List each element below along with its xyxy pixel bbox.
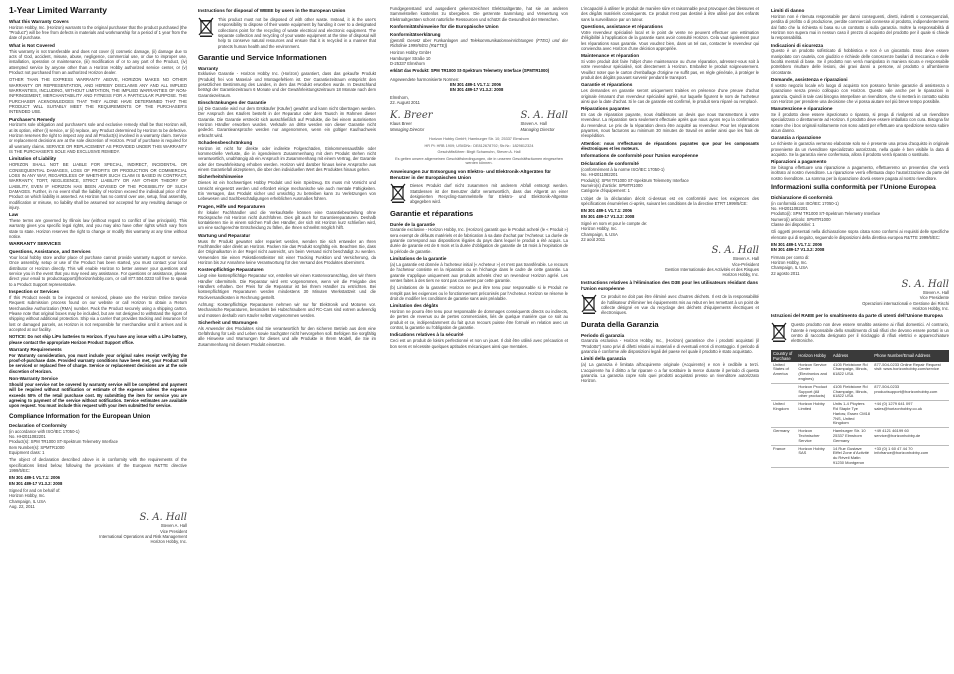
paragraph: Should your service not be covered by warranty service will be completed and payment will be required without notification or estimate of the expense unless the expense exceeds 50% of the retail purchase cost. By submitting the item for service you are agreeing to payment of the service without notification. Service estimates are available upon request. You must include this request with your item submitted for service. [9,382,187,409]
section-heading: Periodo di garanzia [581,332,625,338]
table-cell: United Kingdom [771,401,796,428]
label: Prodotto(i): [771,211,792,217]
label: Classe dei dispositivi: [771,222,812,228]
signer-title: Horizon Hobby, Inc. [912,306,949,312]
signer-title: Vice Presidente [919,295,949,301]
signer-company: Horizon Hobby, Inc. [581,226,618,232]
weee-heading: Instructions for disposal of WEEE by users in the European Union [198,8,346,13]
section-heading: Anweisungen zur Entsorgung von Elektro- und Elektronik-Altgeräten für Benutzer in der Europäischen Union [390,168,551,180]
section-heading: Garanzia a riparazione [771,135,822,141]
weee-block [198,17,376,51]
paragraph: Les demandes en garantie seront uniquement traitées en présence d'une preuve d'achat originale émanant d'un revendeur spécialisé agréé, sur laquelle figurent le nom de l'acheteur ainsi que la date d'achat. Si le cas de garantie est confirmé, le produit sera réparé ou remplacé. [581,88,759,104]
footer-line: Geschäftsführer: Birgit Schamuhn, Steven A. Hall [437,150,521,155]
french-title: Garantie et réparations [390,208,474,218]
table-cell: Horizon Technischer Service [796,428,831,445]
label: Numéro(s) d'article: [581,183,618,189]
signer-title: Operazioni internazionali e Gestione dei Rischi [862,300,949,306]
signer-city: Champaign, IL USA [581,231,618,237]
section-heading: Garantie et réparations [581,82,633,88]
declaration-block [9,429,187,456]
signature: S. A. Hall [901,279,949,291]
signer-company: Horizon Hobby, Inc. [9,493,46,499]
section-heading: Indicazioni di sicurezza [771,42,824,48]
paragraph: Ceci est un produit de loisirs perfectionné et non un jouet. Il doit être utilisé avec précaution et bon sens et nécessite quelques aptitudes mécaniques ainsi que mentales. [390,338,568,349]
signer-block [771,255,949,276]
standard: EN 301 489-1 V1.7.1: 2006 [581,208,632,214]
signed-line: Signé en nom et pour le compte de: [581,221,648,227]
date: 22. August 2011 [390,100,420,106]
paragraph: Le richieste in garanzia verranno elaborate solo se è presente una prova d'acquisto in originale proveniente da un rivenditore specializzato autorizzato, nella quale è ben visibile la data di acquisto. Se la garanzia viene confermata, allora il prodotto verrà riparato o sostituito. [771,141,949,157]
section-heading: Limitation of Liability [9,156,57,162]
standard: EN 301 489-1 V1.7.1: 2006 [9,475,60,481]
column-french-italian [581,6,759,668]
section-heading: Informations de conformité pour l'Union européenne [581,153,699,159]
table-row [771,383,949,400]
paragraph: (a) Die Garantie wird nur dem Erstkäufer (Käufer) gewährt und kann nicht übertragen werden. Der Anspruch des Käufers besteht in der Reparatur oder dem Tausch im Rahmen dieser Garantie. Die Garantie erstreckt sich ausschließlich auf Produkte, die bei einem autorisierten Horizon Händler erworben wurden. Verkäufe an dritte werden von dieser Garantie nicht gedeckt. Garantieansprüche werden nur angenommen, wenn ein gültiger Kaufnachweis erbracht wird. [198,105,376,138]
table-header-cell: Phone Number/Email Address [872,350,949,362]
italian-compliance-title: Informazioni sulla conformità per l'Unione Europea [771,184,936,192]
footer-line: HR Pi: HRB 1909; UStIDNr.: DE812678792; Str.Nr.: 1829812324 [424,143,534,148]
place: Elmshorn, [390,94,409,100]
section-heading: Einschränkungen der Garantie [198,100,267,106]
value: SPM TR1000 ST-Spektrum Telemetry Interface [601,177,689,183]
doc-subtitle: (in conformità con ISO/IEC 17050-1) [771,200,839,206]
signer-date: Aug. 22, 2011 [9,503,35,509]
paragraph: HORIZON SHALL NOT BE LIABLE FOR SPECIAL, INDIRECT, INCIDENTAL OR CONSEQUENTIAL DAMAGES, LOSS OF PROFITS OR PRODUCTION OR COMMERCIAL LOSS IN ANY WAY, REGARDLESS OF WHETHER SUCH CLAIM IS BASED IN CONTRACT, WARRANTY, TORT, NEGLIGENCE, STRICT LIABILITY OR ANY OTHER THEORY OF LIABILITY, EVEN IF HORIZON HAS BEEN ADVISED OF THE POSSIBILITY OF SUCH DAMAGES. Further, in no event shall the liability of Horizon exceed the individual price of the Product on which liability is asserted. As Horizon has no control over use, setup, final assembly, modification or misuse, no liability shall be assumed nor accepted for any resulting damage or injury. [9,162,187,210]
paragraph: (b) Limitations de la garantie: Horizon ne peut être tenu pour responsable si le Produit ne remplit pas les exigences ou le fonctionnement préconisés par l'Acheteur. Horizon se réserve le droit de modifier les conditions de garantie sans avis préalable. [390,285,568,301]
doc-number: No. HH2011082201 [581,172,618,178]
section-heading: Declaration of Conformity [9,422,67,428]
section-heading: Instructions relatives à l'élimination des D3E pour les utilisateurs résidant dans l'Union européenne [581,279,758,291]
signer-title: Horizon Hobby, Inc. [722,272,759,278]
paragraph: Dieses ist ein hochwertiges Hobby Produkt und kein Spielzeug. Es muss mit Vorsicht und Umsicht eingesetzt werden und erfordert einige mechanische wie auch mentale Fähigkeiten. Ein Versagen, das Produkt sicher und umsichtig zu betreiben kann zu Verletzungen von Lebewesen und Sachbeschädigungen erheblichen Ausmaßes führen. [198,180,376,202]
table-row [771,428,949,445]
compliance-title: Compliance Information for the European Union [9,412,151,420]
section-heading: Kostenpflichtige Reparaturen [198,267,264,273]
paragraph: L'objet de la déclaration décrit ci-dessus est en conformité avec les exigences des spécifications énumérées ci-après, suivant les conditions de la directive ETRT 1999/5/CE: [581,195,759,207]
paragraph: Als Anwender des Produktes sind Sie verantwortlich für den sicheren Betrieb aus dem eine Gefährdung für Leib und Leben sowie Sachgüter nicht hervorgehen soll. Befolgen Sie sorgfältig alle Hinweise und Warnungen für dieses und alle Produkte in Ihrem Modell, die Sie im Zusammenhang mit diesem Produkt einsetzen. [198,325,376,347]
paragraph: Garantie exclusive - Horizon Hobby, Inc. (Horizon) garantit que le Produit acheté (le « Produit ») sera exempt de défauts matériels et de fabrication à sa date d'achat par l'Acheteur. La durée de garantie correspond aux dispositions légales du pays dans lequel le produit a été acquis. La durée de garantie est de 6 mois et la durée d'obligation de garantie de 18 mois à l'expiration de la période de garantie. [390,227,568,254]
section-heading: Limiti di danno [771,8,805,13]
signer-title-block [9,523,187,544]
company-city: D-25337 Elmshorn [390,61,425,67]
table-cell: +33 (0) 1 60 47 44 70 infofrance@horizonhobby.com [872,445,949,467]
crossed-bin-icon [198,17,214,37]
paragraph: Si votre produit doit faire l'objet d'une maintenance ou d'une réparation, adressez-vous soit à votre revendeur spécialisé, soit directement à Horizon. Emballez le produit soigneusement. Veuillez noter que le carton d'emballage d'origine ne suffit pas, en règle générale, à protéger le produit des dégâts pouvant survenir pendant le transport. [581,59,759,81]
section-heading: Purchaser's Remedy [9,116,56,122]
value: SPMTR1000 [806,216,831,222]
footer-line: Es gelten unsere allgemeinen Geschäftsbedingungen, die in unseren Geschäftsräumen eingesehen werden können. [395,156,563,166]
signatures [390,107,568,132]
signer-title: International Operations and Risk Management [99,533,187,539]
section-heading: Sicherheitshinweise [198,174,244,180]
section-heading: What this Warranty Covers [9,18,69,24]
table-cell: France [771,445,796,467]
weee-block [581,294,759,317]
signer-title: Horizon Hobby, Inc. [150,539,187,545]
table-cell: 4105 Fieldstone Rd Champaign, Illinois, 61822 USA [831,383,872,400]
paragraph: (a) La garantie est donnée à l'acheteur initial (« Acheteur ») et n'est pas transférable. Le recours de l'acheteur consiste en la réparation ou en l'échange dans le cadre de cette garantie. La garantie s'applique uniquement aux produits achetés chez un revendeur Horizon agréé. Les ventes faites à des tiers ne sont pas couvertes par cette garantie. [390,261,568,283]
table-cell: 877-504-0233 productsupport@horizonhobby.com [872,383,949,400]
section-heading: Limitation des dégâts [390,303,439,309]
weee-block [771,322,949,345]
table-row [771,362,949,384]
paragraph: Ce produit ne doit pas être éliminé avec d'autres déchets. Il est de la responsabilité de l'utilisateur d'éliminer les équipements mis au rebut en les remettant à un point de collecte désigné en vue du recyclage des déchets d'équipements électriques et électroniques. [601,294,759,316]
company-street: Hamburger Straße 10 [390,55,431,61]
paragraph: Exklusive Garantie - Horizon Hobby Inc. (Horizon) garantiert, dass das gekaufte Produkt (Produkt) frei von Material- und Montagefehlern ist. Der Garantiezeitraum entspricht den gesetzlichen Bestimmung des Landes, in dem das Produkt erworben wurde. In Deutschland beträgt der Garantiezeitraum 6 Monate und der Gewährleistungszeitraum 18 Monate nach dem Garantiezeitraum. [198,71,376,98]
paragraph: Liegt eine kostenpflichtige Reparatur vor, erstellen wir einen Kostenvoranschlag, den wir Ihrem Händler übermitteln. Die Reparatur wird erst vorgenommen, wenn wir die Freigabe des Händlers erhalten. Der Preis für die Reparatur ist bei Ihrem Händler zu entrichten. Bei kostenpflichtigen Reparaturen werden mindestens 30 Minuten Werkstattzeit und die Rückversandkosten in Rechnung gestellt. [198,273,376,300]
standards-list [9,475,187,486]
paragraph: Se il prodotto deve essere ispezionato o riparato, si prega di rivolgersi ad un rivenditore specializzato o direttamente ad Horizon. Il prodotto deve essere imballato con cura. Bisogna far notare che i box originali solitamente non sono adatti per effettuare una spedizione senza subire alcun danno. [771,112,949,134]
value: 1 [812,222,815,228]
table-cell: +44 (0) 1279 641 097 sales@horizonhobby.co.uk [872,401,949,428]
standards-list [771,242,949,253]
section-heading: Law [9,212,19,218]
paragraph: Horizon Hobby, Inc. (Horizon) warrants to the original purchaser that the product purchased (the "Product") will be free from defects in materials and workmanship for a period of 1 year from the date of purchase. [9,24,187,41]
signer-title: Vice President [160,528,187,534]
signer-title: Managing Director [390,126,425,132]
table-cell: Germany [771,428,796,445]
value: 1 [627,188,631,194]
label: Numero(i) articolo: [771,216,806,222]
doc-subtitle: (conformément à la norme ISO/IEC 17050-1) [581,167,665,173]
table-cell: Horizon Service Center (Electronics and engines) [796,362,831,384]
section-heading: Konformitätserklärung [390,31,441,37]
column-english [9,6,187,668]
paragraph: Il vostro negozio locale e/o luogo di acquisto non possono fornire garanzie di assistenza o riparazione senza previo colloquio con Horizon. Questo vale anche per le riparazioni in garanzia. Quindi in tale casi bisogna interpellare un rivenditore, che si metterà in contatto subito con Horizon per prendere una decisione che vi possa aiutare nel più breve tempo possibile. [771,82,949,104]
column-german [198,6,376,668]
table-cell: 4105 Fieldstone Rd Champaign, Illinois, 61822 USA [831,362,872,384]
company-name: Horizon Hobby GmbH [390,50,431,56]
table-cell [771,383,796,400]
section-heading: Sicherheit und Warnungen [198,319,258,325]
section-heading: WARRANTY SERVICES [9,241,61,247]
signature: S. A. Hall [139,512,187,524]
company-address [390,50,568,66]
signer-name: Steven A. Hall [520,121,547,127]
table-cell: 14 Rue Gustave Eiffel Zone d'Activité du Réveil Matin 91230 Montgeron [831,445,872,467]
section-heading: Maintenance et réparation [581,53,640,59]
paragraph: For Warranty consideration, you must include your original sales receipt verifying the proof-of-purchase date. Provided warranty conditions have been met, your Product will be serviced or replaced free of charge. Service or replacement decisions are at the sole discretion of Horizon. [9,352,187,374]
signer-title: Vice-Président [731,261,759,267]
value: SPM TR1000 ST-Spektrum Telemetry Interface [30,439,119,445]
section-heading: Questions, assistance et réparations [581,23,663,29]
section-heading: Riparazioni a pagamento [771,159,827,165]
signer-city: Champaign, IL USA [771,265,808,271]
paragraph: Questo prodotto non deve essere smaltito assieme ai rifiuti domestici. Al contrario, l'utente è responsabile dello smaltimento di tali rifiuti che devono essere portati in un centro di raccolta designato per il riciclaggio di rifiuti elettrici e apparecchiature elettroniche. [791,322,949,344]
crossed-bin-icon [771,322,787,342]
section-heading: What is Not Covered [9,42,55,48]
section-heading: Limiti della garanzia [581,356,626,362]
paragraph: Se bisogna effettuare una riparazione a pagamento, effettueremo un preventivo che verrà inoltrato al nostro rivenditore. La riparazione verrà effettuata dopo l'autorizzazione da parte del nostro rivenditore. La somma per la riparazione dovrà essere pagata al nostro rivenditore. [771,165,949,181]
section-heading: Limitations de la garantie [390,256,447,262]
service-contact-table [771,350,949,468]
section-heading: Istruzioni del RAEE per lo smaltimento da parte di utenti dell'Unione Europea [771,313,943,319]
paragraph: Attention: nous n'effectuons de réparations payantes que pour les composants électroniques et les moteurs. [581,140,759,152]
section-heading: Warranty Requirements [9,346,62,352]
paragraph: L'incapacité à utiliser le produit de manière sûre et raisonnable peut provoquer des blessures et des dégâts matériels conséquents. Ce produit n'est pas destiné à être utilisé par des enfants sans la surveillance par un tuteur. [581,6,759,22]
standards-list [581,208,759,219]
table-cell: United States of America [771,362,796,384]
doc-number: No. HH2011082201 [9,433,46,439]
label: Produit(s): [581,177,601,183]
signer-date: 22 agosto 2011 [771,270,800,276]
signature-left [390,107,433,132]
paragraph: Dieses Produkt darf nicht zusammen mit anderem Abfall entsorgt werden. Stattdessen ist der Benutzer dafür verantwortlich, dass das Altgerät an einer designierten Recycling-Sammelstelle für Elektro- und Elektronik-Altgeräte abgegeben wird. [410,183,568,205]
value: 1 [42,449,45,455]
section-heading: Durée de la garantie [390,221,435,227]
paragraph: Horizon ist nicht für direkte oder indirekte Folgeschäden, Einkommensausfälle oder kommerzielle Verluste, die in irgendeinem Zusammenhang mit dem Produkt stehen nicht verantwortlich, unabhängig ab ein Anspruch im Zusammenhang mit einem Vertrag, der Garantie oder der Gewährleistung erhoben werden. Horizon wird darüber hinaus keine Ansprüche aus einem Garantiefall akzeptieren, die über den individuellen Wert des Produktes hinaus gehen. [198,145,376,173]
doc-subtitle: (in accordance with ISO/IEC 17050-1) [9,428,80,434]
standard: EN 301 489-1 V1.7.1: 2006 [450,82,501,88]
section-heading: Déclaration de conformité [581,161,639,167]
signer-date: 22 août 2011 [581,237,606,243]
paragraph: Fundgegenstand und ausgedient gekennzeichnet Elektroaltgeräte, hat sie an anderen Sammelstellen kostenlos zu übergeben. Die getrennte Sammlung und Verwertung von Elektroaltgeräten schont natürliche Ressourcen und schützt die Gesundheit der Menschen. [390,6,568,22]
section-heading: Dichiarazione di conformità [771,194,833,200]
standard: EN 301 489-17 V1.3.2: 2008 [450,87,504,93]
declaration-block [771,201,949,228]
label: Catégorie d'équipement: [581,188,627,194]
table-header-cell: Horizon Hobby [796,350,831,362]
table-row [771,401,949,428]
table-header-row [771,350,949,362]
signature: S. A. Hall [711,245,759,257]
paragraph: The object of declaration described above is in conformity with the requirements of the specifications listed below, following the provisions of the European R&TTE directive 1999/5/EC: [9,457,187,473]
section-heading: Manutenzione e riparazione [771,106,833,112]
value: SPMTR1000 [40,444,65,450]
paragraph: Horizon ne pourra être tenu pour responsable de dommages conséquents directs ou indirects, de pertes de revenus ou de pertes commerciales, liés de quelque manière que ce soit au produit et ce, indépendamment du fait qu'un recours puisse être formulé en relation avec un contrat, la garantie ou l'obligation de garantie. [390,309,568,331]
table-cell: Horizon Hobby SAS [796,445,831,467]
column-german-french [390,6,568,668]
signer-name: Steven A. Hall [922,290,949,296]
paragraph: Achtung: Kostenpflichtige Reparaturen nehmen wir nur für Elektronik und Motoren vor. Mechanische Reparaturen, besonders bei Hubschraubern und RC-Cars sind extrem aufwendig und müssen deshalb vom Käufer selbst vorgenommen werden. [198,301,376,318]
paragraph: These terms are governed by Illinois law (without regard to conflict of law principals). This warranty gives you specific legal rights, and you may also have other rights which vary from state to state. Horizon reserves the right to change or modify this warranty at any time without notice. [9,218,187,240]
table-cell: Horizon Hobby Limited [796,401,831,428]
standard: EN 301 489-17 V1.3.2: 2008 [9,480,63,486]
table-cell: Hamburger Str. 10 25337 Elmshorn Germany [831,428,872,445]
paragraph: (a) La garanzia è limitata all'acquirente originale (Acquirente) e non è cedibile a terzi. L'acquirente ha il diritto a far riparare o a far sostituire la merce durante il periodo di questa garanzia. La garanzia copre solo quei prodotti acquistati presso un rivenditore autorizzato Horizon. [581,362,759,384]
signer-city: Champaign, IL USA [9,498,46,504]
paragraph: Gli oggetti presentati nella dichiarazione sopra citata sono conformi ai requisiti delle specifiche elencate qui di seguito, seguendo le disposizioni della direttiva europea R&TTE 1999/5/EC: [771,229,949,240]
declaration-block [581,167,759,194]
paragraph: Ihr lokaler Fachhändler und die Verkaufstelle können eine Garantiebeurteilung ohne Rücksprache mit Horizon nicht durchführen. Dies gilt auch für Garantiereparaturen. Deshalb kontaktieren Sie in einem solchen Fall den Händler, der sich mit Horizon kurz schließen wird, um eine sachgerechte Entscheidung zu fällen, die Ihnen schnellst möglich hilft. [198,209,376,231]
paragraph: En cas de réparation payante, nous établissons un devis que nous transmettons à votre revendeur. La réparation sera seulement effectuée après que nous ayons reçu la confirmation du revendeur. Le prix de la réparation devra être acquitté au revendeur. Pour les réparations payantes, nous facturons au minimum 30 minutes de travail en atelier ainsi que les frais de réexpédition. [581,112,759,139]
place-date [390,95,568,106]
paragraph: Your local hobby store and/or place of purchase cannot provide warranty support or service. Once assembly, setup or use of the Product has been started, you must contact your local distributor or Horizon directly. This will enable Horizon to better answer your questions and service you in the event that you may need any assistance. For questions or assistance, please direct your email to productsupport@horizonhobby.com, or call 877.504.0233 toll free to speak to a Product Support representative. [9,255,187,287]
paragraph: (gemäß Gesetz über Funkanlagen und Telekommunikationseinrichtungen (FTEG) und der Richtlinie 1999/5/EG (R&TTE)) [390,37,568,49]
paragraph: If this Product needs to be inspected or serviced, please use the Horizon Online Service Request submission process found on our website or call Horizon to obtain a Return Merchandise Authorization (RMA) number. Pack the Product securely using a shipping carton. Please note that original boxes may be included, but are not designed to withstand the rigors of shipping without additional protection. Ship via a carrier that provides tracking and insurance for lost or damaged parcels, as Horizon is not responsible for merchandise until it arrives and is accepted at our facility. [9,295,187,332]
paragraph: This warranty is not transferable and does not cover (i) cosmetic damage, (ii) damage due to acts of God, accident, misuse, abuse, negligence, commercial use, or due to improper use, installation, operation or maintenance, (iii) modification of or to any part of the Product, (iv) attempted service by anyone other than a Horizon Hobby authorized service center, or (v) Product not purchased from an authorized Horizon dealer. [9,48,187,75]
paragraph: Garanzia esclusiva - Horizon Hobby, Inc., (Horizon) garantisce che i prodotti acquistati (il "Prodotto") sono privi di difetti relativi ai materiali e di eventuali errori di montaggio. Il periodo di garanzia è conforme alle disposizioni legali del paese nel quale il prodotto è stato acquistato. [581,338,759,355]
signed-line: Firmato per conto di: [771,254,810,260]
section-heading: Indications relatives à la sécurité [390,332,464,338]
standard: EN 301 489-1 V1.7.1: 2006 [771,242,822,248]
section-heading: Questions, Assistance, and Services [9,249,91,255]
label: Product(s): [9,439,30,445]
german-title: Garantie und Service Informationen [198,52,327,62]
standards-list [390,77,568,93]
signer-title-block [581,256,759,277]
italian-title: Durata della Garanzia [581,319,659,329]
paragraph: OTHER THAN THE EXPRESS WARRANTY ABOVE, HORIZON MAKES NO OTHER WARRANTY OR REPRESENTATION, AND HEREBY DISCLAIMS ANY AND ALL IMPLIED WARRANTIES, INCLUDING, WITHOUT LIMITATION, THE IMPLIED WARRANTIES OF NON-INFRINGEMENT, MERCHANTABILITY AND FITNESS FOR A PARTICULAR PURPOSE. THE PURCHASER ACKNOWLEDGES THAT THEY ALONE HAVE DETERMINED THAT THE PRODUCT WILL SUITABLY MEET THE REQUIREMENTS OF THE PURCHASER'S INTENDED USE. [9,77,187,115]
signer-name: Klaus Breer [390,121,412,127]
table-row [771,445,949,467]
section-heading: Konformitätshinweise für die Europäische Union [390,23,499,29]
signed-line: Signed for and on behalf of: [9,487,61,493]
lipo-notice: NOTICE: Do not ship LiPo batteries to Horizon. If you have any issue with a LiPo battery, please contact the appropriate Horizon Product Support office. [9,334,187,345]
standard: EN 301 489-17 V1.3.2: 2008 [771,247,825,253]
section-heading: Non-Warranty Service [9,376,58,382]
signer-company: Horizon Hobby, Inc. [771,260,808,266]
section-heading: Fragen, Hilfe und Reparaturen [198,203,266,209]
crossed-bin-icon [390,183,406,203]
signer-name: Steven A. Hall [160,523,187,529]
label: Angewendete harmonisierte Normen: [390,76,460,82]
value: SPM TR1000 ST-Spektrum Telemetry Interface [792,211,881,217]
product-line: erklärt das Produkt: SPM TR1000 St-Spektrum Telemetry Interface (SPMTR1000) [390,68,550,74]
signer-title: Managing Director [520,126,555,132]
section-heading: Schadensbeschränkung [198,139,253,145]
label: Equipment class: [9,449,41,455]
signature: S. A. Hall [520,110,568,122]
standard: EN 301 489-17 V1.3.2: 2008 [581,213,635,219]
signer-block [581,221,759,242]
paragraph: Questo è un prodotto sofisticato di hobbistica e non è un giocattolo. Esso deve essere manipolato con cautela, con giudizio e richiede delle conoscenze basilari di meccanica e delle facoltà mentali di base. Se il prodotto non verrà manipolato in maniera sicura e responsabile potrebbero risultare delle lesioni, dei gravi danni a persone, al prodotto o all'ambiente circostante. [771,48,949,75]
section-heading: Inspection or Services [9,289,60,295]
signer-title-block [771,290,949,311]
weee-block [390,183,568,206]
table-cell: Horizon Product Support (All other products) [796,383,831,400]
table-cell: 877-504-0233 Online Repair Request visit: www.horizonhobby.com/service [872,362,949,384]
section-heading: Wartung und Reparatur [198,232,251,238]
footer-line: Horizon Hobby GmbH; Hamburger Str. 10; 25337 Elmshorn [428,137,530,141]
column-italian [771,6,949,668]
table-header-cell: Country of Purchase [771,350,796,362]
table-cell: Units 1-4 Ployters Rd Staple Tye Harlow, Essex CM18 7NS, United Kingdom [831,401,872,428]
value: SPMTR1000 [618,183,643,189]
signature: K. Breer [390,110,433,122]
table-cell: +49 4121 46199 60 service@horizonhobby.de [872,428,949,445]
paragraph: Votre revendeur spécialisé local et le point de vente ne peuvent effectuer une estimation d'éligibilité à l'application de la garantie sans avoir consulté Horizon. Cela vaut également pour les réparations sous garantie. Vous voudrez bien, dans un tel cas, contacter le revendeur qui conviendra avec Horizon d'une décision appropriée. [581,29,759,51]
section-heading: Domande, assistenza e riparazioni [771,77,848,83]
signer-name: Steven A. Hall [732,256,759,262]
signature-right [520,107,568,132]
paragraph: This product must not be disposed of with other waste. Instead, it is the user's responsibility to dispose of their waste equipment by handing it over to a designated collections point for the recycling of waste electrical and electronic equipment. The separate collection and recycling of your waste equipment at the time of disposal will help to conserve natural resources and ensure that it is recycled in a manner that protects human health and the environment. [218,16,376,49]
warranty-title: 1-Year Limited Warranty [9,6,108,15]
crossed-bin-icon [581,294,597,314]
label: Item Number(s): [9,444,40,450]
signer-title: Gestion Internationale des Activités et des Risques [664,267,759,273]
section-heading: Warranty [198,65,219,71]
paragraph: Horizon's sole obligation and purchaser's sole and exclusive remedy shall be that Horizon will, at its option, either (i) service, or (ii) replace, any Product determined by Horizon to be defective. Horizon reserves the right to inspect any and all Product(s) involved in a warranty claim. Service or replacement decisions are at the sole discretion of Horizon. Proof of purchase is required for all warranty claims. SERVICE OR REPLACEMENT AS PROVIDED UNDER THIS WARRANTY IS THE PURCHASER'S SOLE AND EXCLUSIVE REMEDY. [9,122,187,155]
paragraph: Muss Ihr Produkt gewartet oder repariert werden, wenden Sie sich entweder an Ihren Fachhändler oder direkt an Horizon. Packen Sie das Produkt sorgfältig ein. Beachten Sie, dass der Originalkarton in der Regel nicht ausreicht, um beim Versand nicht beschädigt zu werden. Verwenden Sie einen Paketdienstleister mit einer Tracking Funktion und Versicherung, da Horizon bis zur Annahme keine Verantwortung für den Versand des Produktes übernimmt. [198,238,376,265]
doc-number: No. HH2011082201 [771,206,808,212]
signer-block [9,488,187,509]
paragraph: Horizon non è ritenuta responsabile per danni conseguenti, diretti, indiretti o consequenziali, perdita di profitto o di produzione, perdite commerciali connesse al prodotto, indipendentemente dal fatto che la richiesta si basa su un contratto o sulla garanzia. Inoltre la responsabilità di Horizon non supera mai in nessun caso il prezzo di acquisto del prodotto per il quale si chiede la responsabilità. [771,13,949,41]
table-header-cell: Address [831,350,872,362]
section-heading: Réparations payantes [581,106,630,112]
